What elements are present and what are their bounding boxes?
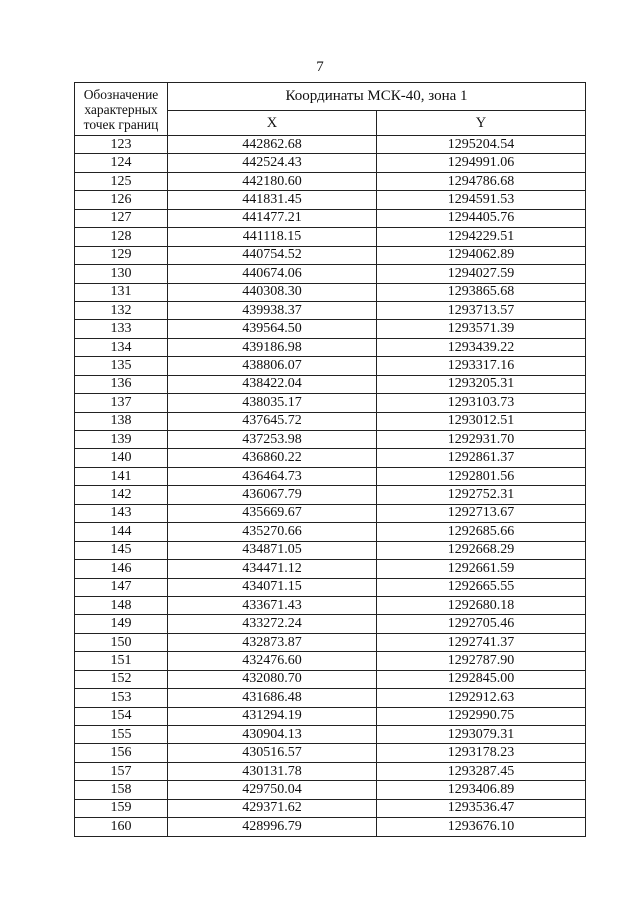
x-coordinate-cell: 429371.62 [168,799,377,817]
x-coordinate-cell: 438806.07 [168,357,377,375]
table-row [75,172,586,190]
point-cell: 134 [75,338,168,356]
x-coordinate-cell: 442524.43 [168,154,377,172]
point-cell: 151 [75,652,168,670]
point-cell: 148 [75,596,168,614]
header-y: Y [377,111,586,136]
header-row-1 [75,83,586,111]
y-coordinate-cell: 1295204.54 [377,136,586,154]
y-coordinate-cell: 1293317.16 [377,357,586,375]
table-row [75,375,586,393]
table-row [75,707,586,725]
table-row [75,283,586,301]
point-cell: 125 [75,172,168,190]
x-coordinate-cell: 434071.15 [168,578,377,596]
table-row [75,578,586,596]
x-coordinate-cell: 436464.73 [168,467,377,485]
x-coordinate-cell: 434871.05 [168,541,377,559]
point-cell: 150 [75,633,168,651]
y-coordinate-cell: 1294229.51 [377,228,586,246]
point-cell: 136 [75,375,168,393]
table-row [75,670,586,688]
y-coordinate-cell: 1294991.06 [377,154,586,172]
point-cell: 158 [75,781,168,799]
y-coordinate-cell: 1293012.51 [377,412,586,430]
y-coordinate-cell: 1294027.59 [377,265,586,283]
x-coordinate-cell: 434471.12 [168,560,377,578]
point-cell: 139 [75,431,168,449]
y-coordinate-cell: 1293287.45 [377,762,586,780]
x-coordinate-cell: 432476.60 [168,652,377,670]
table-body [75,136,586,837]
y-coordinate-cell: 1292990.75 [377,707,586,725]
point-cell: 129 [75,246,168,264]
point-cell: 156 [75,744,168,762]
point-cell: 153 [75,689,168,707]
x-coordinate-cell: 439186.98 [168,338,377,356]
y-coordinate-cell: 1294591.53 [377,191,586,209]
x-coordinate-cell: 441831.45 [168,191,377,209]
x-coordinate-cell: 429750.04 [168,781,377,799]
y-coordinate-cell: 1293178.23 [377,744,586,762]
x-coordinate-cell: 436067.79 [168,486,377,504]
y-coordinate-cell: 1292787.90 [377,652,586,670]
point-cell: 143 [75,504,168,522]
table-row [75,265,586,283]
table-row [75,246,586,264]
y-coordinate-cell: 1292685.66 [377,523,586,541]
x-coordinate-cell: 431294.19 [168,707,377,725]
table-row [75,191,586,209]
point-cell: 155 [75,726,168,744]
table-row [75,154,586,172]
x-coordinate-cell: 432080.70 [168,670,377,688]
point-cell: 137 [75,394,168,412]
x-coordinate-cell: 431686.48 [168,689,377,707]
point-cell: 146 [75,560,168,578]
table-row [75,449,586,467]
point-cell: 126 [75,191,168,209]
y-coordinate-cell: 1293713.57 [377,301,586,319]
y-coordinate-cell: 1292861.37 [377,449,586,467]
y-coordinate-cell: 1293571.39 [377,320,586,338]
y-coordinate-cell: 1293676.10 [377,818,586,836]
point-cell: 147 [75,578,168,596]
x-coordinate-cell: 439938.37 [168,301,377,319]
table-row [75,504,586,522]
y-coordinate-cell: 1294062.89 [377,246,586,264]
table-row [75,596,586,614]
y-coordinate-cell: 1292665.55 [377,578,586,596]
y-coordinate-cell: 1292661.59 [377,560,586,578]
point-cell: 124 [75,154,168,172]
header-point-designation: Обозначение характерных точек границ [75,83,168,136]
table-row [75,431,586,449]
point-cell: 145 [75,541,168,559]
header-coordinates-system: Координаты МСК-40, зона 1 [168,83,586,111]
y-coordinate-cell: 1293205.31 [377,375,586,393]
point-cell: 127 [75,209,168,227]
x-coordinate-cell: 430516.57 [168,744,377,762]
table-row [75,357,586,375]
table-row [75,209,586,227]
x-coordinate-cell: 430131.78 [168,762,377,780]
point-cell: 132 [75,301,168,319]
y-coordinate-cell: 1292713.67 [377,504,586,522]
point-cell: 141 [75,467,168,485]
header-x: X [168,111,377,136]
table-row [75,136,586,154]
point-cell: 142 [75,486,168,504]
x-coordinate-cell: 438422.04 [168,375,377,393]
y-coordinate-cell: 1293103.73 [377,394,586,412]
y-coordinate-cell: 1292752.31 [377,486,586,504]
x-coordinate-cell: 441477.21 [168,209,377,227]
table-row [75,394,586,412]
table-row [75,818,586,836]
x-coordinate-cell: 435669.67 [168,504,377,522]
table-row [75,633,586,651]
table-row [75,541,586,559]
y-coordinate-cell: 1292680.18 [377,596,586,614]
x-coordinate-cell: 433671.43 [168,596,377,614]
table-row [75,338,586,356]
point-cell: 140 [75,449,168,467]
y-coordinate-cell: 1293079.31 [377,726,586,744]
table-row [75,762,586,780]
table-row [75,652,586,670]
point-cell: 154 [75,707,168,725]
point-cell: 123 [75,136,168,154]
y-coordinate-cell: 1292801.56 [377,467,586,485]
table-row [75,560,586,578]
y-coordinate-cell: 1293536.47 [377,799,586,817]
table-row [75,412,586,430]
y-coordinate-cell: 1292845.00 [377,670,586,688]
y-coordinate-cell: 1293439.22 [377,338,586,356]
point-cell: 159 [75,799,168,817]
table-row [75,467,586,485]
x-coordinate-cell: 440308.30 [168,283,377,301]
y-coordinate-cell: 1293406.89 [377,781,586,799]
table-row [75,486,586,504]
page-number: 7 [316,59,324,75]
x-coordinate-cell: 435270.66 [168,523,377,541]
y-coordinate-cell: 1294405.76 [377,209,586,227]
x-coordinate-cell: 442180.60 [168,172,377,190]
y-coordinate-cell: 1292912.63 [377,689,586,707]
x-coordinate-cell: 428996.79 [168,818,377,836]
x-coordinate-cell: 437645.72 [168,412,377,430]
point-cell: 133 [75,320,168,338]
table-row [75,320,586,338]
x-coordinate-cell: 430904.13 [168,726,377,744]
x-coordinate-cell: 437253.98 [168,431,377,449]
table-row [75,781,586,799]
table-row [75,799,586,817]
table-row [75,301,586,319]
coordinates-table [74,82,586,837]
point-cell: 130 [75,265,168,283]
table-row [75,615,586,633]
point-cell: 160 [75,818,168,836]
table-row [75,228,586,246]
point-cell: 131 [75,283,168,301]
y-coordinate-cell: 1292705.46 [377,615,586,633]
y-coordinate-cell: 1293865.68 [377,283,586,301]
table-row [75,744,586,762]
y-coordinate-cell: 1292741.37 [377,633,586,651]
x-coordinate-cell: 436860.22 [168,449,377,467]
point-cell: 157 [75,762,168,780]
x-coordinate-cell: 432873.87 [168,633,377,651]
y-coordinate-cell: 1294786.68 [377,172,586,190]
x-coordinate-cell: 442862.68 [168,136,377,154]
x-coordinate-cell: 441118.15 [168,228,377,246]
point-cell: 135 [75,357,168,375]
x-coordinate-cell: 438035.17 [168,394,377,412]
point-cell: 128 [75,228,168,246]
table-row [75,689,586,707]
x-coordinate-cell: 439564.50 [168,320,377,338]
point-cell: 138 [75,412,168,430]
table-row [75,523,586,541]
table-header [75,83,586,136]
table-row [75,726,586,744]
x-coordinate-cell: 440754.52 [168,246,377,264]
y-coordinate-cell: 1292668.29 [377,541,586,559]
x-coordinate-cell: 433272.24 [168,615,377,633]
point-cell: 149 [75,615,168,633]
point-cell: 144 [75,523,168,541]
y-coordinate-cell: 1292931.70 [377,431,586,449]
point-cell: 152 [75,670,168,688]
x-coordinate-cell: 440674.06 [168,265,377,283]
